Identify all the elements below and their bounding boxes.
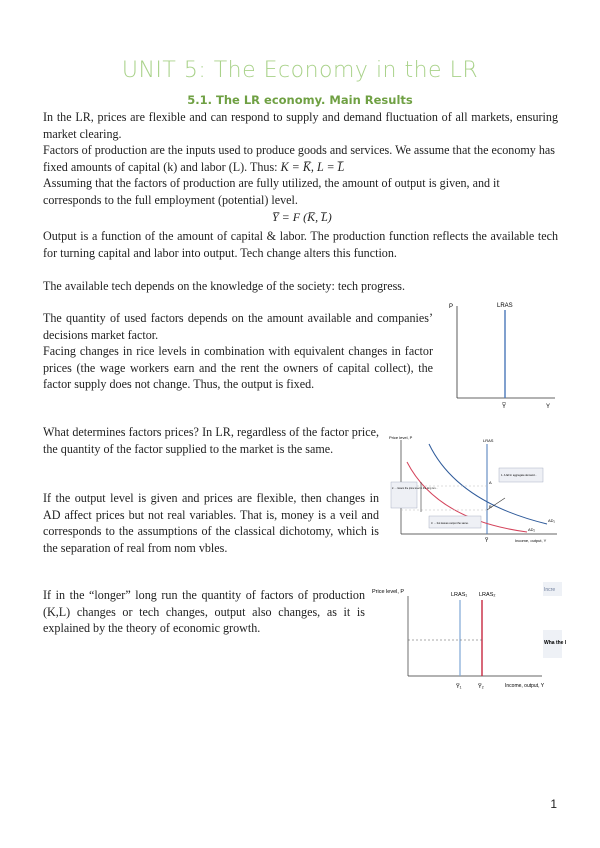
- ad1-label: AD₁: [548, 518, 555, 523]
- production-function-formula: Y̅ = F (K̅, L̅): [272, 210, 332, 224]
- y-bar-tick: Y̅: [485, 538, 489, 544]
- y-bar-tick: Y̅: [502, 404, 507, 410]
- figure-lras-shift: [372, 582, 567, 694]
- callout-mid-text: Wha the l: [544, 640, 567, 646]
- section-subtitle: 5.1. The LR economy. Main Results: [187, 93, 413, 107]
- y-axis-label: P: [449, 304, 454, 310]
- x-axis-label: Y: [546, 404, 551, 410]
- paragraph-2-text: Factors of production are the inputs used to produce goods and services. We assume that the economy has fixed amounts of capital (k) and labor (L). Thus:: [43, 143, 555, 174]
- paragraph-2: [43, 142, 558, 175]
- paragraph-8: What determines factors prices? In LR, regardless of the factor price, the quantity of the factor supplied to the market is the same.: [43, 425, 379, 456]
- point-b-label: B: [489, 504, 492, 509]
- capital-labor-formula: K = K̅, L = L̅: [280, 159, 345, 174]
- point-a-label: A: [489, 480, 492, 485]
- y2-tick: Y̅₂: [478, 684, 484, 690]
- x-axis-label: Income, output, Y: [515, 538, 547, 543]
- paragraph-4: Output is a function of the amount of capital & labor. The production function reflects the available tech for turning capital and labor into output. Tech change alters this function.: [43, 229, 558, 260]
- lras-label: LRAS: [497, 303, 513, 309]
- page-title: UNIT 5: The Economy in the LR: [121, 58, 479, 83]
- y-axis-label: Price level, P: [389, 435, 413, 440]
- ad2-label: AD₂: [528, 527, 536, 532]
- note-3-text: 3. ... but leaves output the same.: [431, 522, 469, 525]
- paragraph-10: If in the “longer” long run the quantity of factors of production (K,L) changes or tech changes, output also changes, as it is explained by the theory of economic growth.: [43, 588, 365, 635]
- lras1-label: LRAS₁: [451, 592, 468, 598]
- paragraph-7: Facing changes in rice levels in combination with equivalent changes in factor prices (the wage workers earn and the rent the owners of capital collect), the factor supply does not change. Thus, the output is fixed.: [43, 344, 433, 391]
- paragraph-5: The available tech depends on the knowledge of the society: tech progress.: [43, 279, 406, 293]
- figure-ad-shift: [387, 432, 562, 547]
- note-1-text: 1. A fall in aggregate demand...: [501, 474, 537, 477]
- y-axis-label: Price level, P: [372, 589, 405, 595]
- paragraph-9: If the output level is given and prices are flexible, then changes in AD affect prices but not real variables. That is, money is a veil and corresponds to the assumptions of the classical dichotomy, which is the separation of real from nom vbles.: [43, 491, 379, 555]
- note-box-2: [391, 482, 417, 508]
- x-axis-label: Income, output, Y: [505, 683, 545, 689]
- paragraph-3: Assuming that the factors of production are fully utilized, the amount of output is given, and it corresponds to the full employment (potential) level.: [43, 176, 500, 207]
- ad1-curve: [429, 444, 547, 524]
- page-number: 1: [550, 797, 557, 811]
- callout-top-text: Incre: [544, 587, 556, 593]
- note-2-text: 2. ... lowers the price level in the long run...: [392, 487, 438, 490]
- paragraph-1: In the LR, prices are flexible and can respond to supply and demand fluctuation of all markets, ensuring market clearing.: [43, 110, 558, 141]
- figure-lras-fixed: [445, 298, 560, 410]
- paragraph-6: The quantity of used factors depends on the amount available and companies’ decisions market factor.: [43, 311, 433, 342]
- y1-tick: Y̅₁: [456, 684, 462, 690]
- lras-label: LRAS: [483, 438, 494, 443]
- lras2-label: LRAS₂: [479, 592, 496, 598]
